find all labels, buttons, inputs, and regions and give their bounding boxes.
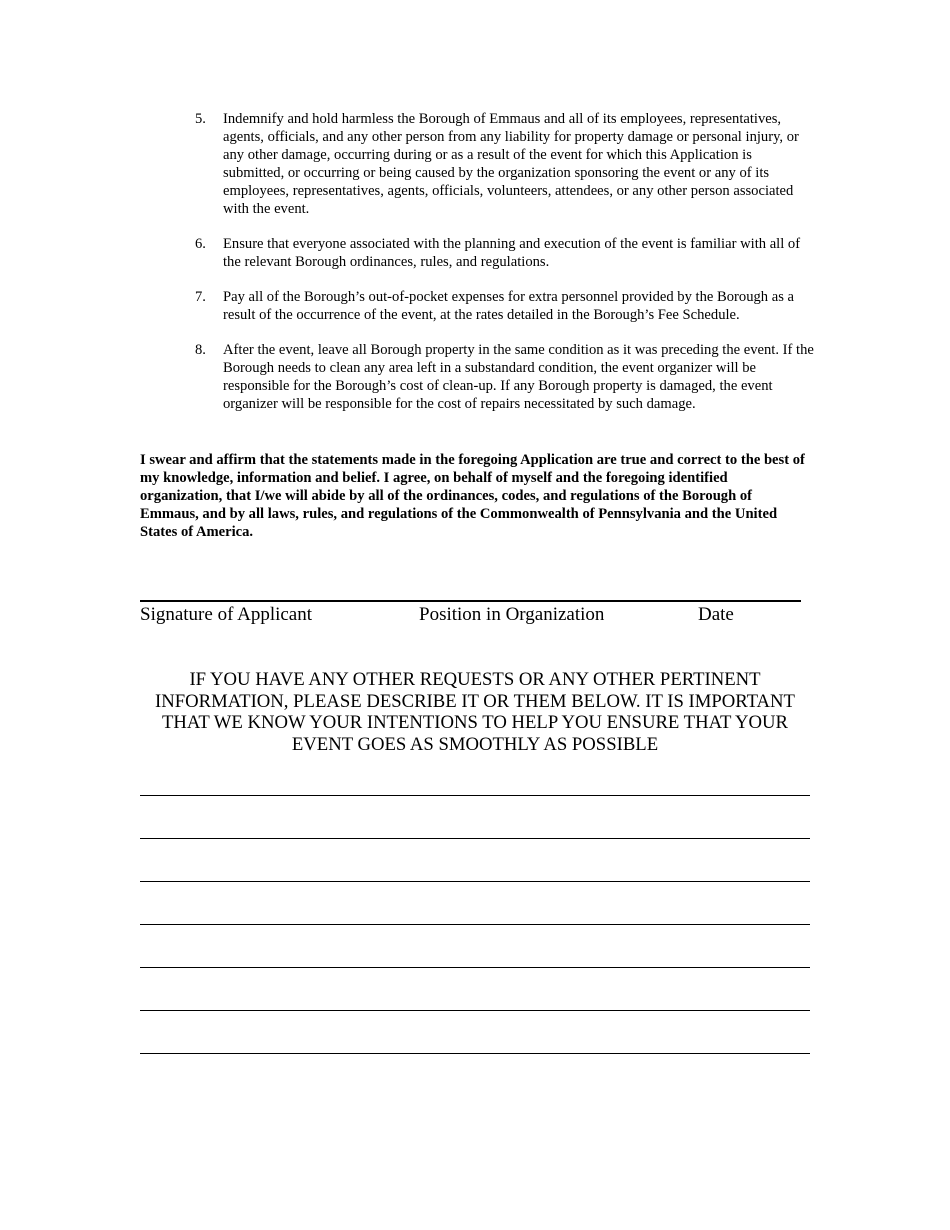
conditions-list (195, 110, 815, 430)
oath-statement: I swear and affirm that the statements made in the foregoing Application are true and correct to the best of my knowledge, information and belief. I agree, on behalf of myself and the foregoing identified organization, that I/we will abide by all of the ordinances, codes, and regulations of the Borough of Emmaus, and by all laws, rules, and regulations of the Commonwealth of Pennsylvania and the United States of America. (140, 452, 805, 540)
date-label: Date (698, 604, 734, 625)
item-number: 6. (195, 236, 206, 252)
item-text: After the event, leave all Borough property in the same condition as it was preceding the event. If the Borough needs to clean any area left in a substandard condition, the event organizer will be responsible for the Borough’s cost of clean-up. If any Borough property is damaged, the event organizer will be responsible for the cost of repairs necessitated by such damage. (223, 342, 814, 412)
list-item (195, 288, 815, 324)
blank-line[interactable] (140, 838, 810, 839)
signature-applicant-label: Signature of Applicant (140, 604, 313, 625)
item-number: 8. (195, 342, 206, 358)
blank-line[interactable] (140, 1010, 810, 1011)
signature-line[interactable] (140, 600, 801, 602)
list-item (195, 235, 815, 271)
item-text: Ensure that everyone associated with the planning and execution of the event is familiar with all of the relevant Borough ordinances, rules, and regulations. (223, 236, 801, 270)
requests-heading: IF YOU HAVE ANY OTHER REQUESTS OR ANY OTHER PERTINENT INFORMATION, PLEASE DESCRIBE IT OR THEM BELOW. IT IS IMPORTANT THAT WE KNOW YOUR INTENTIONS TO HELP YOU ENSURE THAT YOUR EVENT GOES AS SMOOTHLY AS POSSIBLE (155, 669, 795, 755)
blank-line[interactable] (140, 795, 810, 796)
blank-line[interactable] (140, 881, 810, 882)
item-number: 7. (195, 289, 206, 305)
item-number: 5. (195, 111, 206, 127)
blank-line[interactable] (140, 924, 810, 925)
blank-line[interactable] (140, 967, 810, 968)
item-text: Indemnify and hold harmless the Borough of Emmaus and all of its employees, representatives, agents, officials, and any other person from any liability for property damage or personal injury, or any other damage, occurring during or as a result of the event for which this Application is submitted, or occurring or being caused by the organization sponsoring the event or any of its employees, representatives, agents, officials, volunteers, attendees, or any other person associated with the event. (223, 111, 799, 217)
list-item (195, 341, 815, 413)
blank-line[interactable] (140, 1053, 810, 1054)
list-item (195, 110, 815, 218)
item-text: Pay all of the Borough’s out-of-pocket expenses for extra personnel provided by the Borough as a result of the occurrence of the event, at the rates detailed in the Borough’s Fee Schedule. (223, 289, 795, 323)
position-label: Position in Organization (419, 604, 605, 625)
